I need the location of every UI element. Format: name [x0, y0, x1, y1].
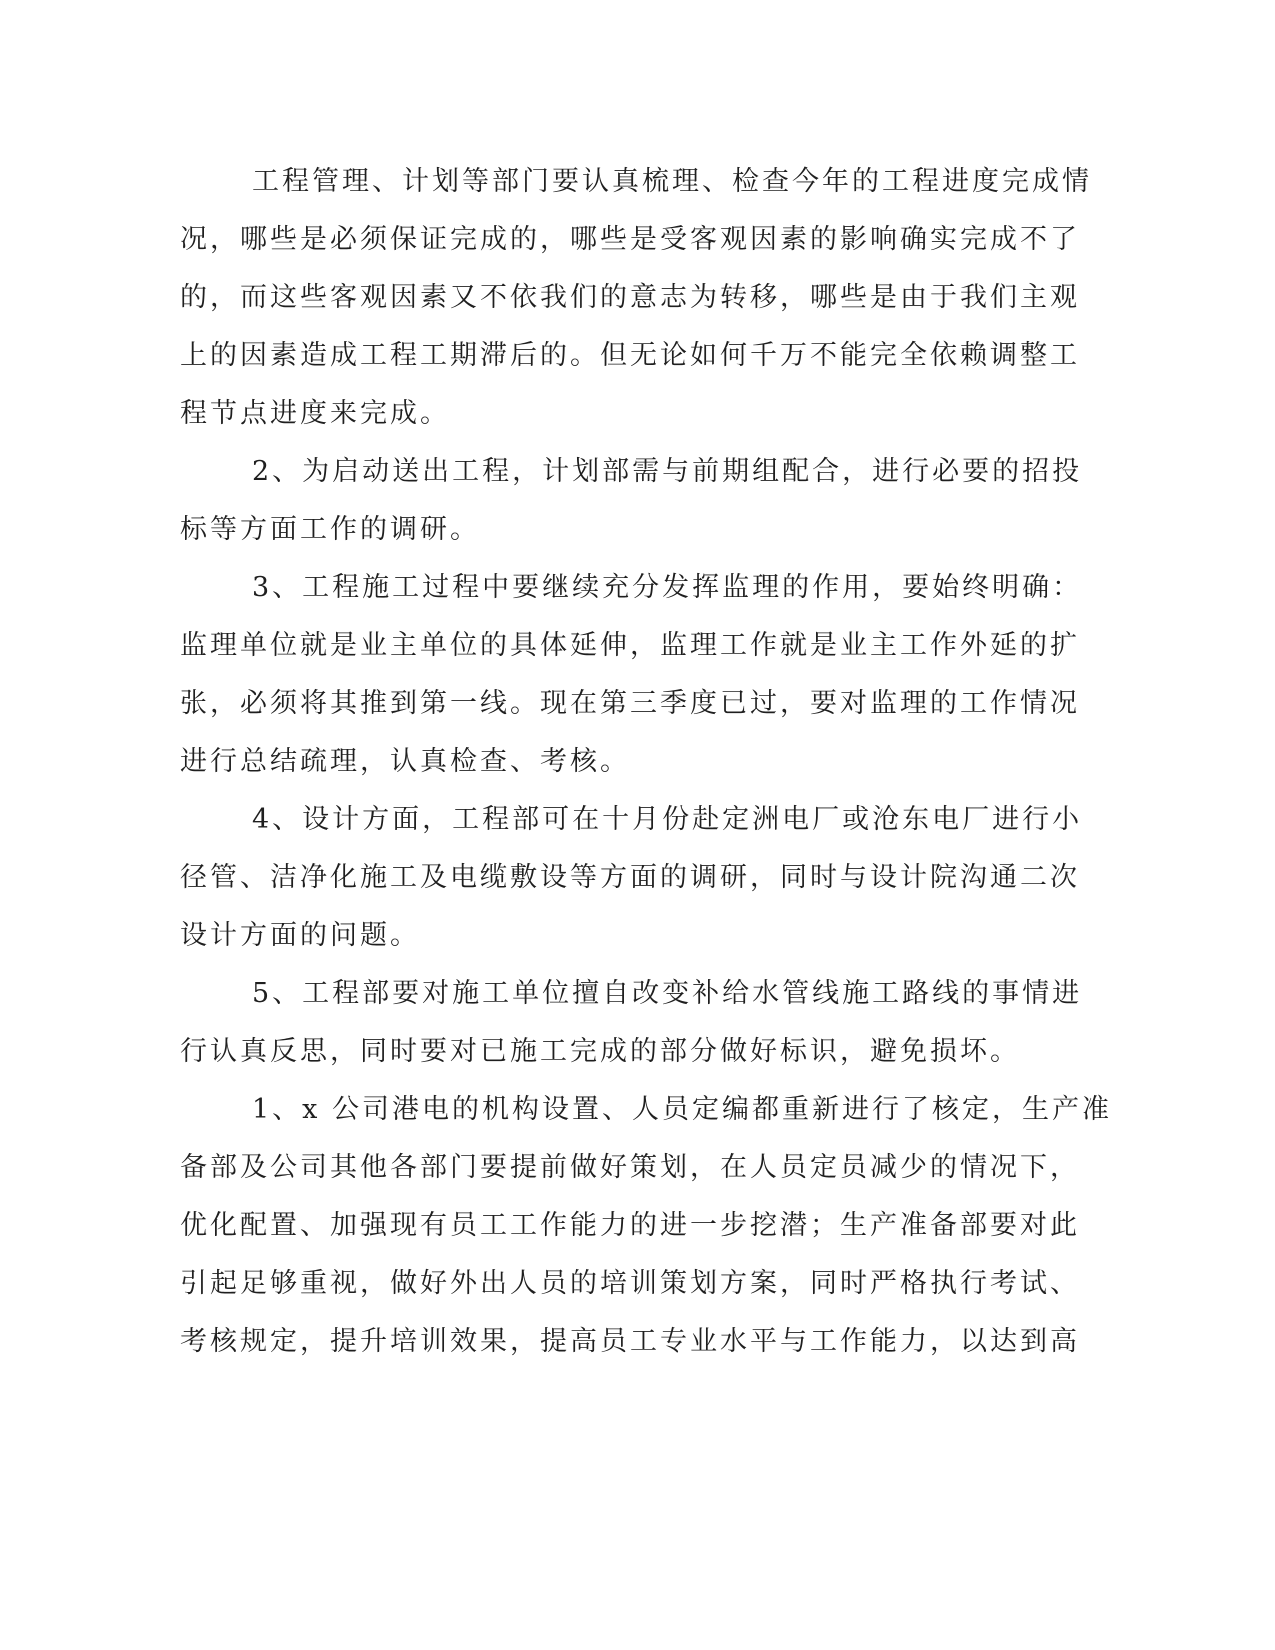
paragraph-line: 4、设计方面，工程部可在十月份赴定洲电厂或沧东电厂进行小 — [252, 804, 1083, 835]
paragraph-line: 引起足够重视，做好外出人员的培训策划方案，同时严格执行考试、 — [180, 1268, 1080, 1299]
paragraph-line: 进行总结疏理，认真检查、考核。 — [180, 746, 630, 777]
paragraph-line: 优化配置、加强现有员工工作能力的进一步挖潜；生产准备部要对此 — [180, 1210, 1080, 1241]
paragraph-line: 程节点进度来完成。 — [180, 398, 450, 429]
paragraph-line: 径管、洁净化施工及电缆敷设等方面的调研，同时与设计院沟通二次 — [180, 862, 1080, 893]
paragraph-line: 标等方面工作的调研。 — [180, 514, 480, 545]
paragraph-line: 监理单位就是业主单位的具体延伸，监理工作就是业主工作外延的扩 — [180, 630, 1080, 661]
paragraph-line: 3、工程施工过程中要继续充分发挥监理的作用，要始终明确： — [252, 572, 1083, 603]
paragraph-line: 况，哪些是必须保证完成的，哪些是受客观因素的影响确实完成不了 — [180, 224, 1080, 255]
paragraph-line: 上的因素造成工程工期滞后的。但无论如何千万不能完全依赖调整工 — [180, 340, 1080, 371]
paragraph-line: 备部及公司其他各部门要提前做好策划，在人员定员减少的情况下， — [180, 1152, 1080, 1183]
paragraph-line: 工程管理、计划等部门要认真梳理、检查今年的工程进度完成情 — [252, 166, 1092, 197]
paragraph-line: 张，必须将其推到第一线。现在第三季度已过，要对监理的工作情况 — [180, 688, 1080, 719]
paragraph-line: 的，而这些客观因素又不依我们的意志为转移，哪些是由于我们主观 — [180, 282, 1080, 313]
paragraph-line: 考核规定，提升培训效果，提高员工专业水平与工作能力，以达到高 — [180, 1326, 1080, 1357]
paragraph-line: 设计方面的问题。 — [180, 920, 420, 951]
paragraph-line: 行认真反思，同时要对已施工完成的部分做好标识，避免损坏。 — [180, 1036, 1020, 1067]
paragraph-line: 1、x 公司港电的机构设置、人员定编都重新进行了核定，生产准 — [252, 1094, 1112, 1125]
paragraph-line: 5、工程部要对施工单位擅自改变补给水管线施工路线的事情进 — [252, 978, 1083, 1009]
paragraph-line: 2、为启动送出工程，计划部需与前期组配合，进行必要的招投 — [252, 456, 1083, 487]
